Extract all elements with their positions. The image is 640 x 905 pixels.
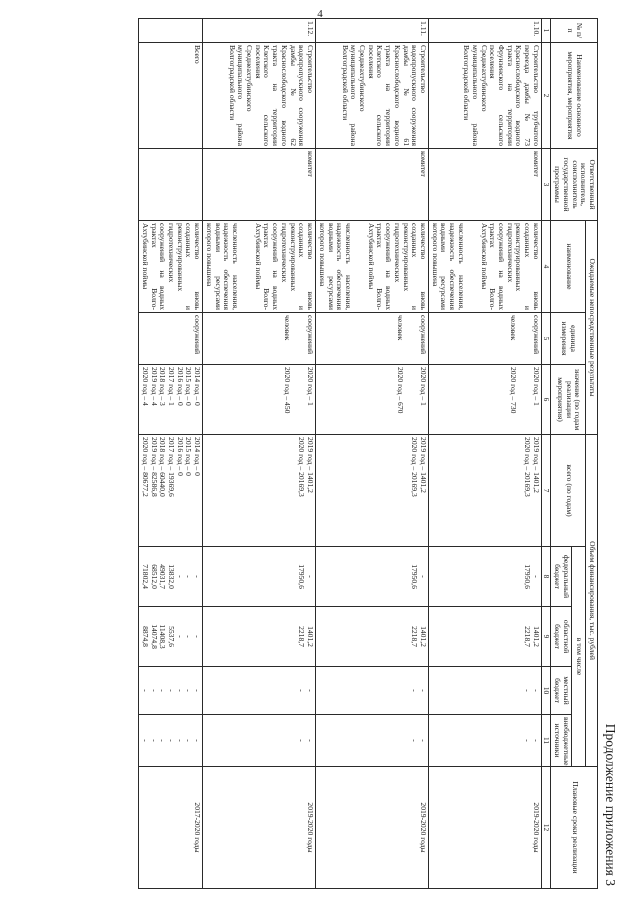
col-number: 7 xyxy=(541,435,551,547)
total-by-year-line: 2019 год – 82586,8 xyxy=(149,437,159,497)
regional-budget-line: 5537,6 xyxy=(167,626,177,647)
result-unit: сооружений xyxy=(418,315,428,355)
result-name: численность населения, надежность обеспечения водными ресурсами которого повышена xyxy=(204,223,241,310)
page-number: 4 xyxy=(317,8,323,20)
result-unit: сооружений xyxy=(139,313,203,365)
result-values-line: 2018 год – 3 xyxy=(158,367,168,406)
federal-budget-line: - xyxy=(418,575,428,578)
continuation-title: Продолжение приложения 3 xyxy=(603,723,618,886)
total-by-year xyxy=(139,435,203,547)
local-budget-line: - xyxy=(523,689,533,692)
result-values xyxy=(139,365,203,435)
result-unit: сооружений xyxy=(306,315,316,355)
local-budget-line: - xyxy=(306,689,316,692)
total-by-year-line: 2018 год – 60440,0 xyxy=(158,437,168,497)
result-values xyxy=(428,365,541,435)
result-units xyxy=(203,313,316,365)
result-values-line: 2017 год – 1 xyxy=(167,367,177,406)
total-row xyxy=(139,19,203,889)
regional-budget-line: 8874,8 xyxy=(140,626,150,647)
local-budget-line: - xyxy=(184,689,194,692)
regional-budget-line: 1401,2 xyxy=(306,626,316,647)
regional-budget-line: - xyxy=(175,635,185,638)
offbudget-sources-line: - xyxy=(410,739,420,742)
local-budget xyxy=(428,667,541,715)
offbudget-sources-line: - xyxy=(523,739,533,742)
result-name: количество вновь созданных и реконструированных гидротехнических сооружений на водных трактах Волго-Ахтубинской поймы xyxy=(253,223,316,310)
total-by-year xyxy=(428,435,541,547)
implementation-period: 2017-2020 годы xyxy=(139,767,203,889)
result-values-line: 2014 год – 0 xyxy=(193,367,203,406)
measure-name: Строительство трубчатого переезда дамбы № 73 Краснослободского водного тракта на территории Фрунзенского сельского поселения Среднеахтубинского муниципального района Волгоградской области xyxy=(428,43,541,149)
col-number: 8 xyxy=(541,547,551,607)
total-by-year-line: 2020 год – 20169,3 xyxy=(297,437,307,497)
local-budget-line: - xyxy=(297,689,307,692)
row-number: 1.11. xyxy=(316,19,429,43)
regional-budget-line: 14074,8 xyxy=(149,624,159,649)
total-by-year-line: 2017 год – 19369,6 xyxy=(167,437,177,497)
result-units xyxy=(428,313,541,365)
result-values-line: 2019 год – 4 xyxy=(149,367,159,406)
result-value: 2020 год – 730 xyxy=(509,367,519,414)
offbudget-sources-line: - xyxy=(531,739,541,742)
result-unit: человек xyxy=(396,315,406,341)
header-funding: Объем финансирования, тыс. рублей xyxy=(586,435,598,767)
total-by-year-line: 2019 год – 1401,2 xyxy=(418,437,428,493)
result-values-line: 2020 год – 4 xyxy=(140,367,150,406)
offbudget-sources-line: - xyxy=(167,739,177,742)
local-budget xyxy=(139,667,203,715)
col-number: 5 xyxy=(541,313,551,365)
header-result-value: значение (по годам реализации мероприятия) xyxy=(551,365,586,435)
federal-budget-line: 13832,0 xyxy=(167,564,177,589)
local-budget-line: - xyxy=(149,689,159,692)
regional-budget-line: 1401,2 xyxy=(418,626,428,647)
offbudget-sources xyxy=(203,715,316,767)
total-by-year xyxy=(316,435,429,547)
row-number xyxy=(139,19,203,43)
total-label: Всего xyxy=(139,43,203,149)
col-number: 11 xyxy=(541,715,551,767)
result-unit: человек xyxy=(283,315,293,341)
result-value: 2020 год – 670 xyxy=(396,367,406,414)
header-including: в том числе xyxy=(571,547,585,767)
federal-budget-line: - xyxy=(184,575,194,578)
regional-budget-line: 11408,3 xyxy=(158,624,168,649)
result-values-line: 2015 год – 0 xyxy=(184,367,194,406)
header-regional: областной бюджет xyxy=(551,607,571,667)
col-number: 4 xyxy=(541,221,551,313)
header-period: Плановые сроки реализации xyxy=(551,767,598,889)
result-unit: человек xyxy=(509,315,519,341)
offbudget-sources-line: - xyxy=(306,739,316,742)
regional-budget xyxy=(428,607,541,667)
total-by-year-line: 2016 год – 0 xyxy=(175,437,185,476)
col-number: 9 xyxy=(541,607,551,667)
offbudget-sources-line: - xyxy=(149,739,159,742)
executor: комитет xyxy=(203,149,316,221)
executor xyxy=(139,149,203,221)
result-value: 2020 год – 1 xyxy=(418,367,428,406)
federal-budget-line: 68512,0 xyxy=(149,564,159,589)
offbudget-sources xyxy=(139,715,203,767)
local-budget-line: - xyxy=(140,689,150,692)
implementation-period: 2019-2020 годы xyxy=(428,767,541,889)
measure-name: Строительство водопропускного сооружения дамбы № 62 Краснослободского водного тракта на территории Клетского сельского поселения Среднеахтубинского муниципального района Волгоградской области xyxy=(203,43,316,149)
total-by-year-line: 2020 год – 20169,3 xyxy=(523,437,533,497)
federal-budget xyxy=(203,547,316,607)
offbudget-sources-line: - xyxy=(418,739,428,742)
result-value: 2020 год – 450 xyxy=(283,367,293,414)
col-number: 12 xyxy=(541,767,551,889)
total-by-year-line: 2019 год – 1401,2 xyxy=(306,437,316,493)
implementation-period: 2019-2020 годы xyxy=(316,767,429,889)
regional-budget-line: 2218,7 xyxy=(297,626,307,647)
regional-budget-line: 1401,2 xyxy=(531,626,541,647)
total-by-year xyxy=(203,435,316,547)
row-number: 1.12. xyxy=(203,19,316,43)
offbudget-sources-line: - xyxy=(193,739,203,742)
local-budget xyxy=(203,667,316,715)
offbudget-sources xyxy=(316,715,429,767)
federal-budget-line: - xyxy=(306,575,316,578)
header-num: № п/п xyxy=(551,19,598,43)
result-values xyxy=(316,365,429,435)
col-number: 10 xyxy=(541,667,551,715)
federal-budget-line: 17950,6 xyxy=(297,564,307,589)
local-budget xyxy=(316,667,429,715)
header-row-1 xyxy=(586,19,598,889)
offbudget-sources-line: - xyxy=(140,739,150,742)
total-by-year-line: 2020 год – 80677,2 xyxy=(140,437,150,497)
federal-budget-line: 17950,6 xyxy=(410,564,420,589)
total-by-year-line: 2020 год – 20169,3 xyxy=(410,437,420,497)
local-budget-line: - xyxy=(158,689,168,692)
result-values-line: 2016 год – 0 xyxy=(175,367,185,406)
local-budget-line: - xyxy=(410,689,420,692)
result-unit: сооружений xyxy=(531,315,541,355)
regional-budget xyxy=(316,607,429,667)
header-expected-results: Ожидаемые непосредственные результаты xyxy=(586,221,598,435)
program-measures-table xyxy=(138,18,598,889)
regional-budget-line: 2218,7 xyxy=(523,626,533,647)
federal-budget xyxy=(428,547,541,607)
result-value: 2020 год – 1 xyxy=(531,367,541,406)
implementation-period: 2019-2020 годы xyxy=(203,767,316,889)
regional-budget xyxy=(203,607,316,667)
header-federal: федеральный бюджет xyxy=(551,547,571,607)
offbudget-sources-line: - xyxy=(297,739,307,742)
result-names xyxy=(428,221,541,313)
header-name: Наименование основного мероприятия, мероприятия xyxy=(551,43,598,149)
total-by-year-line: 2015 год – 0 xyxy=(184,437,194,476)
row-number: 1.10. xyxy=(428,19,541,43)
result-name: численность населения, надежность обеспечения водными ресурсами которого повышена xyxy=(317,223,353,310)
header-local: местный бюджет xyxy=(551,667,571,715)
federal-budget-line: - xyxy=(531,575,541,578)
table-row xyxy=(203,19,316,889)
col-number: 3 xyxy=(541,149,551,221)
table-row xyxy=(428,19,541,889)
result-values xyxy=(203,365,316,435)
col-number: 6 xyxy=(541,365,551,435)
local-budget-line: - xyxy=(531,689,541,692)
federal-budget-line: 71802,4 xyxy=(140,564,150,589)
column-numbers-row xyxy=(541,19,551,889)
header-result-unit: единица измерения xyxy=(551,313,586,365)
local-budget-line: - xyxy=(418,689,428,692)
local-budget-line: - xyxy=(193,689,203,692)
local-budget-line: - xyxy=(175,689,185,692)
total-by-year-line: 2014 год – 0 xyxy=(193,437,203,476)
federal-budget-line: - xyxy=(175,575,185,578)
header-offbudget: внебюджетные источники xyxy=(551,715,571,767)
col-number: 2 xyxy=(541,43,551,149)
offbudget-sources xyxy=(428,715,541,767)
federal-budget-line: - xyxy=(193,575,203,578)
result-name: количество вновь созданных и реконструированных гидротехнических сооружений на водных трактах Волго-Ахтубинской поймы xyxy=(139,221,203,313)
measure-name: Строительство водопропускного сооружения дамбы № 61 Краснослободского водного тракта на территории Клетского сельского поселения Среднеахтубинского муниципального района Волгоградской области xyxy=(316,43,429,149)
federal-budget-line: 49031,7 xyxy=(158,564,168,589)
result-units xyxy=(316,313,429,365)
offbudget-sources-line: - xyxy=(184,739,194,742)
regional-budget-line: 2218,7 xyxy=(410,626,420,647)
regional-budget xyxy=(139,607,203,667)
result-value: 2020 год – 1 xyxy=(306,367,316,406)
result-name: количество вновь созданных и реконструированных гидротехнических сооружений на водных трактах Волго-Ахтубинской поймы xyxy=(366,223,428,310)
executor: комитет xyxy=(428,149,541,221)
federal-budget-line: 17950,6 xyxy=(523,564,533,589)
regional-budget-line: - xyxy=(184,635,194,638)
federal-budget xyxy=(139,547,203,607)
regional-budget-line: - xyxy=(193,635,203,638)
header-result-name: наименование xyxy=(551,221,586,313)
offbudget-sources-line: - xyxy=(158,739,168,742)
executor: комитет xyxy=(316,149,429,221)
federal-budget xyxy=(316,547,429,607)
local-budget-line: - xyxy=(167,689,177,692)
header-executor: Ответственный исполнитель, соисполнитель государственной программы xyxy=(551,149,598,221)
result-name: количество вновь созданных и реконструированных гидротехнических сооружений на водных трактах Волго-Ахтубинской поймы xyxy=(479,223,541,310)
col-number: 1 xyxy=(541,19,551,43)
result-name: численность населения, надежность обеспечения водными ресурсами которого повышена xyxy=(430,223,466,310)
result-names xyxy=(203,221,316,313)
result-names xyxy=(316,221,429,313)
header-total: всего (по годам) xyxy=(551,435,586,547)
table-row xyxy=(316,19,429,889)
total-by-year-line: 2019 год – 1401,2 xyxy=(531,437,541,493)
offbudget-sources-line: - xyxy=(175,739,185,742)
rotated-table-sheet xyxy=(75,18,620,888)
